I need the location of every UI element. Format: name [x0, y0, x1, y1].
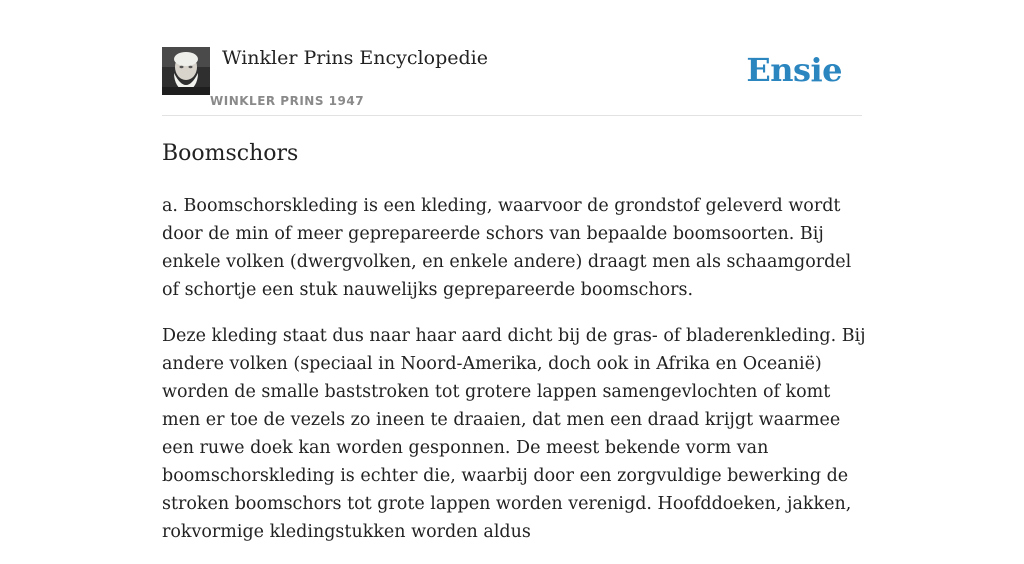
- source-header: [162, 0, 862, 116]
- article-title: Boomschors: [162, 141, 299, 166]
- brand-logo[interactable]: Ensie: [746, 51, 842, 89]
- source-title[interactable]: Winkler Prins Encyclopedie: [222, 47, 488, 69]
- source-avatar[interactable]: [162, 47, 210, 95]
- portrait-icon: [162, 47, 210, 95]
- article-body: [162, 192, 872, 564]
- source-subtitle[interactable]: WINKLER PRINS 1947: [210, 94, 365, 108]
- content-container: [162, 0, 866, 542]
- article-paragraph: Deze kleding staat dus naar haar aard dicht bij de gras- of bladerenkleding. Bij andere volken (speciaal in Noord-Amerika, doch ook in Afrika en Oceanië) worden de smalle baststroken tot grotere lappen samengevlochten of komt men er toe de vezels zo ineen te draaien, dat men een draad krijgt waarmee een ruwe doek kan worden gesponnen. De meest bekende vorm van boomschorskleding is echter die, waarbij door een zorgvuldige bewerking de stroken boomschors tot grote lappen worden verenigd. Hoofddoeken, jakken, rokvormige kledingstukken worden aldus: [162, 326, 866, 542]
- article-paragraph: a. Boomschorskleding is een kleding, waarvoor de grondstof geleverd wordt door de min of meer geprepareerde schors van bepaalde boomsoorten. Bij enkele volken (dwergvolken, en enkele andere) draagt men als schaamgordel of schortje een stuk nauwelijks geprepareerde boomschors.: [162, 196, 852, 300]
